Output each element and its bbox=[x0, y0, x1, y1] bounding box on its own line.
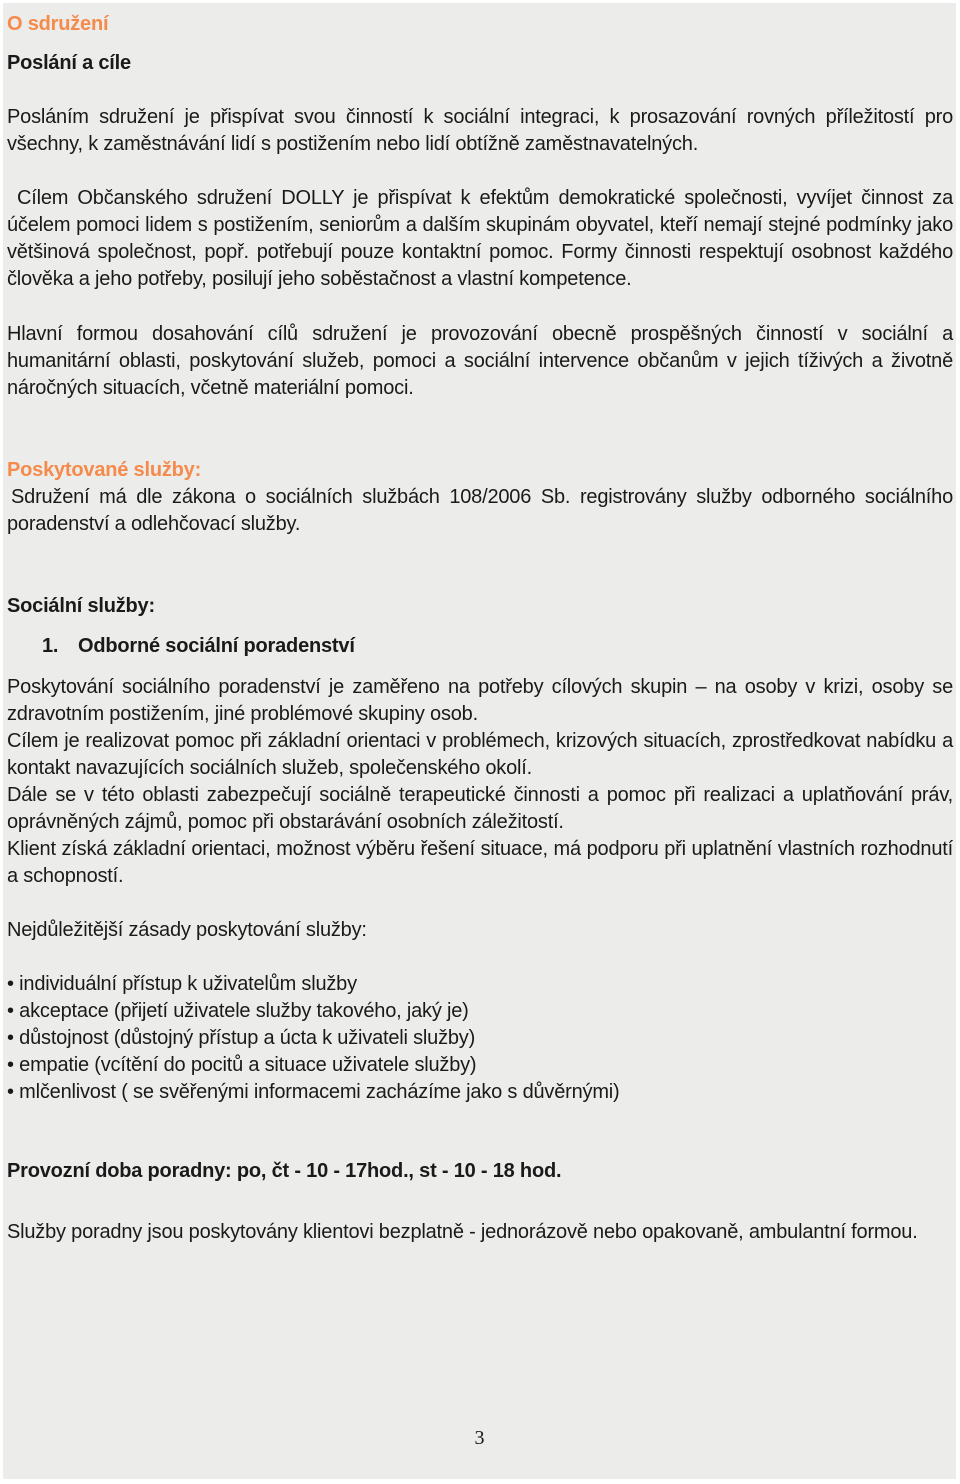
services-text: Sdružení má dle zákona o sociálních službách 108/2006 Sb. registrovány služby odborného sociálního poradenství a odlehčovací služby. bbox=[7, 486, 953, 535]
principles-heading: Nejdůležitější zásady poskytování služby: bbox=[7, 919, 367, 941]
list-item: • mlčenlivost ( se svěřenými informacemi zacházíme jako s důvěrnými) bbox=[7, 1079, 620, 1106]
section-title: O sdružení bbox=[7, 13, 109, 35]
principles-list bbox=[7, 971, 620, 1106]
mission-paragraph: Hlavní formou dosahování cílů sdružení je provozování obecně prospěšných činností v sociální a humanitární oblasti, poskytování služeb, pomoci a sociální intervence občanům v jejich tíživých a životně náročných situacích, včetně materiální pomoci. bbox=[7, 323, 953, 399]
opening-hours: Provozní doba poradny: po, čt - 10 - 17hod., st - 10 - 18 hod. bbox=[7, 1160, 562, 1182]
page-number: 3 bbox=[474, 1427, 485, 1449]
list-item: • empatie (vcítění do pocitů a situace uživatele služby) bbox=[7, 1052, 620, 1079]
list-item: • individuální přístup k uživatelům služby bbox=[7, 971, 620, 998]
mission-paragraph: Cílem Občanského sdružení DOLLY je přispívat k efektům demokratické společnosti, vyvíjet činnost za účelem pomoci lidem s postižením, seniorům a dalším skupinám obyvatel, kteří nemají stejné podmínky jako většinová společnost, popř. potřebují pouze kontaktní pomoc. Formy činnosti respektují osobnost každého člověka a jeho potřeby, posilují jeho soběstačnost a vlastní kompetence. bbox=[7, 187, 953, 290]
counseling-paragraph: Cílem je realizovat pomoc při základní orientaci v problémech, krizových situacích, zprostředkovat nabídku a kontakt navazujících sociálních služeb, společenského okolí. bbox=[7, 730, 953, 779]
services-heading: Poskytované služby: bbox=[7, 459, 202, 481]
mission-heading: Poslání a cíle bbox=[7, 52, 131, 74]
counseling-title: Odborné sociální poradenství bbox=[78, 635, 355, 657]
social-services-heading: Sociální služby: bbox=[7, 595, 155, 617]
counseling-paragraph: Dále se v této oblasti zabezpečují sociálně terapeutické činnosti a pomoc při realizaci a uplatňování práv, oprávněných zájmů, pomoc při obstarávání osobních záležitostí. bbox=[7, 784, 953, 833]
list-item: • důstojnost (důstojný přístup a úcta k uživateli služby) bbox=[7, 1025, 620, 1052]
counseling-paragraph: Poskytování sociálního poradenství je zaměřeno na potřeby cílových skupin – na osoby v krizi, osoby se zdravotním postižením, jiné problémové skupiny osob. bbox=[7, 676, 953, 725]
list-item: • akceptace (přijetí uživatele služby takového, jaký je) bbox=[7, 998, 620, 1025]
counseling-number: 1. bbox=[42, 635, 59, 657]
document-page bbox=[3, 3, 956, 1479]
free-services-text: Služby poradny jsou poskytovány klientovi bezplatně - jednorázově nebo opakovaně, ambulantní formou. bbox=[7, 1221, 918, 1243]
mission-paragraph: Posláním sdružení je přispívat svou činností k sociální integraci, k prosazování rovných příležitostí pro všechny, k zaměstnávání lidí s postižením nebo lidí obtížně zaměstnavatelných. bbox=[7, 106, 953, 155]
counseling-paragraph: Klient získá základní orientaci, možnost výběru řešení situace, má podporu při uplatnění vlastních rozhodnutí a schopností. bbox=[7, 838, 953, 887]
counseling-heading bbox=[7, 633, 355, 660]
